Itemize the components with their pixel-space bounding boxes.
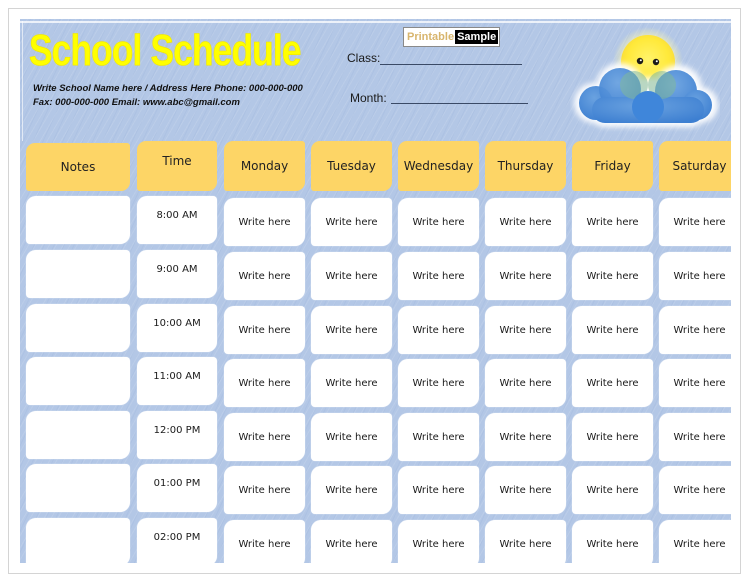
schedule-page xyxy=(20,19,731,563)
time-cell: 01:00 PM xyxy=(137,464,217,512)
schedule-cell-wednesday[interactable]: Write here xyxy=(398,413,479,461)
schedule-cell-friday[interactable]: Write here xyxy=(572,520,653,563)
schedule-cell-wednesday[interactable]: Write here xyxy=(398,466,479,514)
decorative-line xyxy=(20,21,731,23)
schedule-cell-saturday[interactable]: Write here xyxy=(659,198,731,246)
schedule-cell-wednesday[interactable]: Write here xyxy=(398,520,479,563)
schedule-cell-tuesday[interactable]: Write here xyxy=(311,466,392,514)
schedule-cell-tuesday[interactable]: Write here xyxy=(311,413,392,461)
schedule-cell-thursday[interactable]: Write here xyxy=(485,466,566,514)
schedule-cell-tuesday[interactable]: Write here xyxy=(311,252,392,300)
column-header-tuesday: Tuesday xyxy=(311,141,392,191)
schedule-cell-friday[interactable]: Write here xyxy=(572,413,653,461)
schedule-cell-wednesday[interactable]: Write here xyxy=(398,306,479,354)
time-cell: 11:00 AM xyxy=(137,357,217,405)
schedule-cell-saturday[interactable]: Write here xyxy=(659,252,731,300)
time-cell: 02:00 PM xyxy=(137,518,217,563)
watermark-printable: Printable xyxy=(407,31,455,43)
notes-cell[interactable] xyxy=(26,464,130,512)
schedule-cell-friday[interactable]: Write here xyxy=(572,252,653,300)
decorative-line xyxy=(22,21,23,141)
column-header-saturday: Saturday xyxy=(659,141,731,191)
school-info-line-1[interactable]: Write School Name here / Address Here Phone: 000-000-000 xyxy=(33,83,303,94)
column-header-friday: Friday xyxy=(572,141,653,191)
schedule-cell-thursday[interactable]: Write here xyxy=(485,306,566,354)
schedule-cell-thursday[interactable]: Write here xyxy=(485,359,566,407)
time-cell: 12:00 PM xyxy=(137,411,217,459)
schedule-cell-monday[interactable]: Write here xyxy=(224,466,305,514)
column-header-wednesday: Wednesday xyxy=(398,141,479,191)
notes-cell[interactable] xyxy=(26,250,130,298)
schedule-cell-tuesday[interactable]: Write here xyxy=(311,359,392,407)
schedule-cell-monday[interactable]: Write here xyxy=(224,306,305,354)
schedule-cell-tuesday[interactable]: Write here xyxy=(311,198,392,246)
notes-cell[interactable] xyxy=(26,304,130,352)
schedule-cell-saturday[interactable]: Write here xyxy=(659,359,731,407)
school-info-line-2[interactable]: Fax: 000-000-000 Email: www.abc@gmail.com xyxy=(33,97,240,108)
schedule-cell-monday[interactable]: Write here xyxy=(224,198,305,246)
schedule-cell-monday[interactable]: Write here xyxy=(224,520,305,563)
schedule-cell-wednesday[interactable]: Write here xyxy=(398,198,479,246)
schedule-cell-thursday[interactable]: Write here xyxy=(485,413,566,461)
class-input-line[interactable] xyxy=(380,64,522,65)
time-cell: 10:00 AM xyxy=(137,304,217,352)
schedule-cell-thursday[interactable]: Write here xyxy=(485,520,566,563)
schedule-cell-thursday[interactable]: Write here xyxy=(485,198,566,246)
schedule-cell-monday[interactable]: Write here xyxy=(224,359,305,407)
notes-cell[interactable] xyxy=(26,196,130,244)
month-input-line[interactable] xyxy=(391,103,528,104)
schedule-cell-friday[interactable]: Write here xyxy=(572,359,653,407)
column-header-thursday: Thursday xyxy=(485,141,566,191)
schedule-cell-wednesday[interactable]: Write here xyxy=(398,359,479,407)
schedule-cell-saturday[interactable]: Write here xyxy=(659,520,731,563)
schedule-cell-thursday[interactable]: Write here xyxy=(485,252,566,300)
sun-behind-clouds-icon xyxy=(570,27,720,139)
schedule-cell-tuesday[interactable]: Write here xyxy=(311,306,392,354)
time-cell: 9:00 AM xyxy=(137,250,217,298)
page-title: School Schedule xyxy=(29,26,301,75)
schedule-cell-friday[interactable]: Write here xyxy=(572,198,653,246)
notes-cell[interactable] xyxy=(26,518,130,563)
schedule-cell-saturday[interactable]: Write here xyxy=(659,413,731,461)
column-header-notes: Notes xyxy=(26,143,130,191)
schedule-cell-friday[interactable]: Write here xyxy=(572,306,653,354)
schedule-cell-friday[interactable]: Write here xyxy=(572,466,653,514)
column-header-monday: Monday xyxy=(224,141,305,191)
schedule-cell-monday[interactable]: Write here xyxy=(224,413,305,461)
notes-cell[interactable] xyxy=(26,411,130,459)
watermark-sample: Sample xyxy=(457,31,497,43)
schedule-cell-saturday[interactable]: Write here xyxy=(659,466,731,514)
schedule-cell-saturday[interactable]: Write here xyxy=(659,306,731,354)
class-label: Class: xyxy=(347,51,381,65)
schedule-cell-tuesday[interactable]: Write here xyxy=(311,520,392,563)
notes-cell[interactable] xyxy=(26,357,130,405)
column-header-time: Time xyxy=(137,141,217,191)
schedule-cell-monday[interactable]: Write here xyxy=(224,252,305,300)
time-cell: 8:00 AM xyxy=(137,196,217,244)
month-label: Month: xyxy=(350,91,387,105)
printable-sample-watermark xyxy=(403,27,500,47)
schedule-cell-wednesday[interactable]: Write here xyxy=(398,252,479,300)
